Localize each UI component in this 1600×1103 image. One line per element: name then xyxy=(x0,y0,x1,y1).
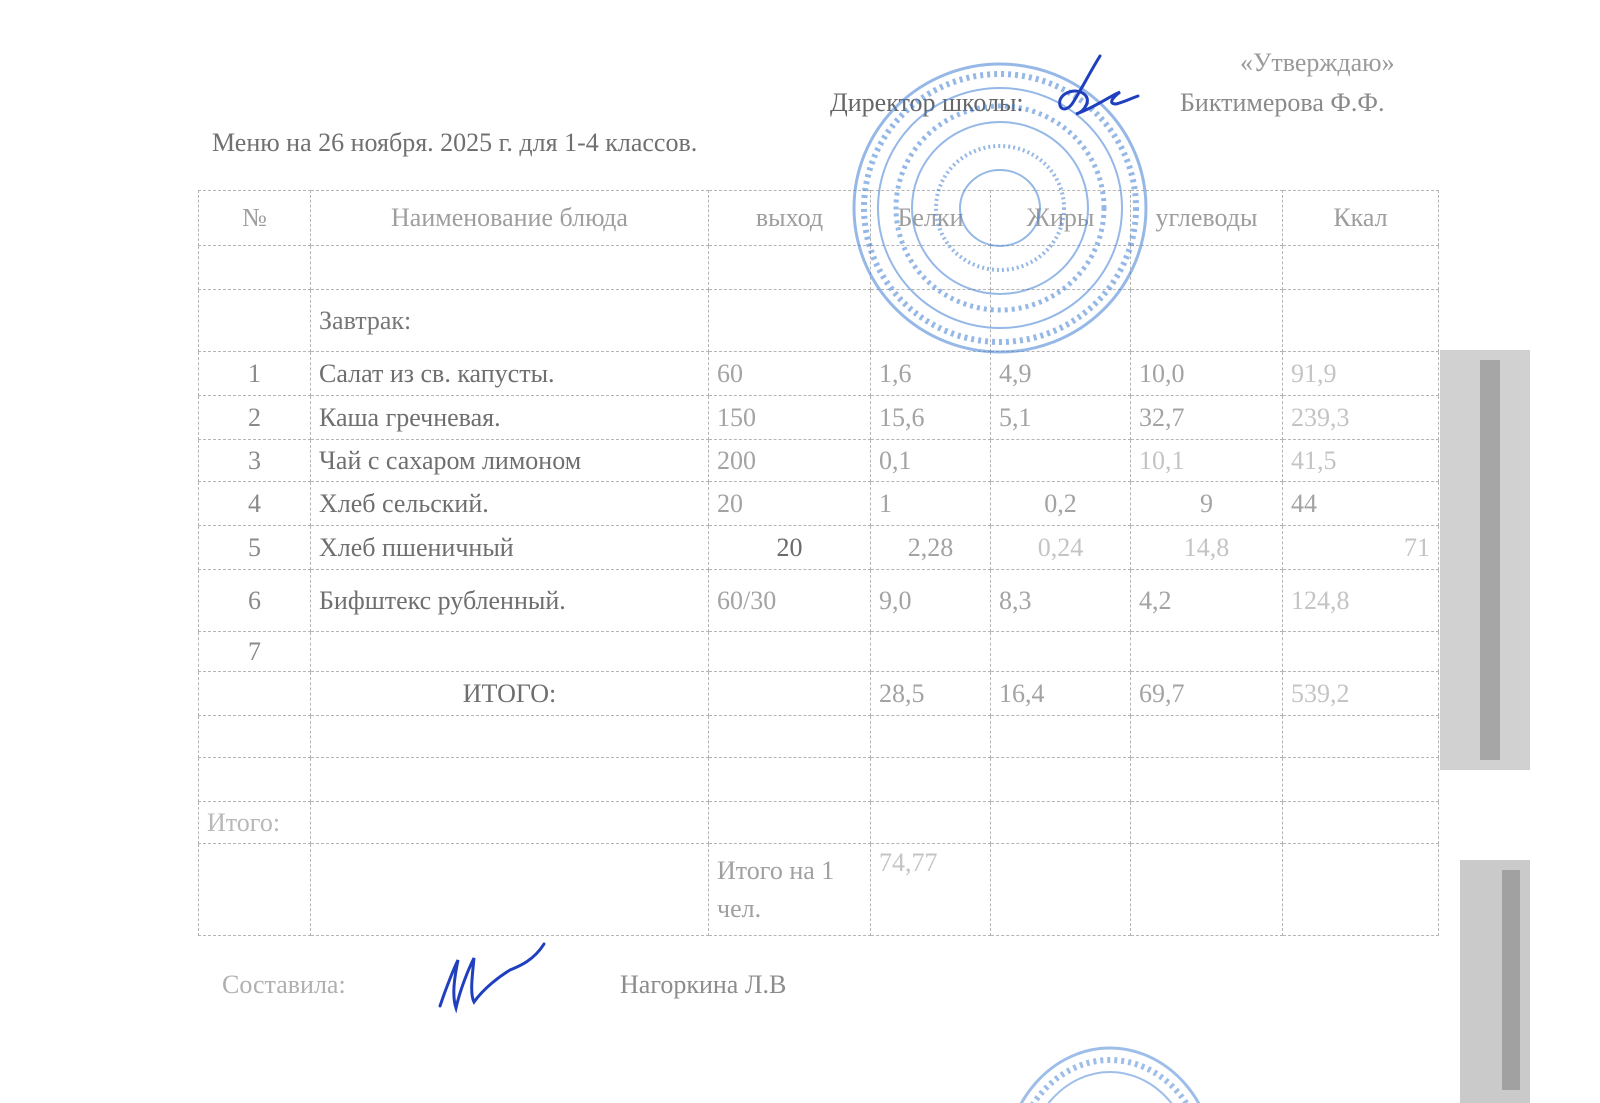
empty-cell xyxy=(1283,758,1439,802)
empty-cell xyxy=(1283,802,1439,844)
dish-carbs: 10,1 xyxy=(1131,440,1283,482)
dish-protein: 1,6 xyxy=(871,352,991,396)
table-row xyxy=(199,632,1439,672)
empty-cell xyxy=(199,672,311,716)
meal-row xyxy=(199,290,1439,352)
empty-cell xyxy=(311,802,709,844)
empty-cell xyxy=(199,290,311,352)
empty-cell xyxy=(1283,716,1439,758)
dish-fat: 0,24 xyxy=(991,526,1131,570)
dish-kcal xyxy=(1283,632,1439,672)
empty-cell xyxy=(311,758,709,802)
empty-cell xyxy=(709,758,871,802)
empty-cell xyxy=(199,758,311,802)
empty-cell xyxy=(991,802,1131,844)
dish-protein: 9,0 xyxy=(871,570,991,632)
director-name: Биктимерова Ф.Ф. xyxy=(1180,88,1385,117)
empty-cell xyxy=(1131,844,1283,936)
empty-cell xyxy=(311,246,709,290)
menu-table xyxy=(198,190,1439,936)
empty-cell xyxy=(311,716,709,758)
dish-fat: 5,1 xyxy=(991,396,1131,440)
table-row xyxy=(199,570,1439,632)
empty-cell xyxy=(1131,802,1283,844)
summary-row xyxy=(199,802,1439,844)
table-header-row xyxy=(199,191,1439,246)
director-label: Директор школы: xyxy=(830,88,1024,117)
approval-title: «Утверждаю» xyxy=(1240,48,1395,77)
dish-carbs xyxy=(1131,632,1283,672)
dish-output: 150 xyxy=(709,396,871,440)
per-person-label: Итого на 1 чел. xyxy=(709,844,871,936)
table-row xyxy=(199,482,1439,526)
table-row xyxy=(199,352,1439,396)
director-signature xyxy=(1050,52,1140,122)
empty-cell xyxy=(199,844,311,936)
dish-fat: 8,3 xyxy=(991,570,1131,632)
column-header-output: выход xyxy=(709,191,871,246)
dish-carbs: 9 xyxy=(1131,482,1283,526)
dish-name: Хлеб сельский. xyxy=(311,482,709,526)
column-header-dish: Наименование блюда xyxy=(311,191,709,246)
total-protein: 28,5 xyxy=(871,672,991,716)
empty-cell xyxy=(1131,246,1283,290)
dish-name: Хлеб пшеничный xyxy=(311,526,709,570)
dish-output: 60/30 xyxy=(709,570,871,632)
dish-kcal: 71 xyxy=(1283,526,1439,570)
dish-name: Каша гречневая. xyxy=(311,396,709,440)
summary-label: Итого: xyxy=(199,802,311,844)
empty-cell xyxy=(1283,246,1439,290)
empty-cell xyxy=(871,802,991,844)
dish-kcal: 44 xyxy=(1283,482,1439,526)
empty-cell xyxy=(709,246,871,290)
column-header-fat: Жиры xyxy=(991,191,1131,246)
dish-protein: 15,6 xyxy=(871,396,991,440)
total-row xyxy=(199,672,1439,716)
column-header-carbs: углеводы xyxy=(1131,191,1283,246)
compiled-by-label: Составила: xyxy=(222,970,346,999)
empty-cell xyxy=(991,758,1131,802)
dish-name: Салат из св. капусты. xyxy=(311,352,709,396)
table-row xyxy=(199,396,1439,440)
scan-artifact xyxy=(1440,300,1530,1103)
empty-cell xyxy=(1131,758,1283,802)
empty-cell xyxy=(871,716,991,758)
table-row-empty xyxy=(199,246,1439,290)
empty-cell xyxy=(199,246,311,290)
dish-protein: 1 xyxy=(871,482,991,526)
total-label: ИТОГО: xyxy=(311,672,709,716)
column-header-protein: Белки xyxy=(871,191,991,246)
table-row xyxy=(199,526,1439,570)
column-header-kcal: Ккал xyxy=(1283,191,1439,246)
dish-carbs: 32,7 xyxy=(1131,396,1283,440)
table-row-empty xyxy=(199,716,1439,758)
menu-title: Меню на 26 ноября. 2025 г. для 1-4 классов. xyxy=(212,128,698,157)
dish-fat xyxy=(991,440,1131,482)
partial-stamp xyxy=(1000,1040,1220,1103)
dish-name: Чай с сахаром лимоном xyxy=(311,440,709,482)
dish-kcal: 239,3 xyxy=(1283,396,1439,440)
empty-cell xyxy=(709,290,871,352)
dish-output: 60 xyxy=(709,352,871,396)
table-row-empty xyxy=(199,758,1439,802)
row-number: 5 xyxy=(199,526,311,570)
row-number: 4 xyxy=(199,482,311,526)
empty-cell xyxy=(709,672,871,716)
row-number: 7 xyxy=(199,632,311,672)
compiler-signature xyxy=(430,940,550,1015)
total-kcal: 539,2 xyxy=(1283,672,1439,716)
dish-output: 200 xyxy=(709,440,871,482)
table-row xyxy=(199,440,1439,482)
total-carbs: 69,7 xyxy=(1131,672,1283,716)
empty-cell xyxy=(1131,290,1283,352)
dish-output: 20 xyxy=(709,526,871,570)
row-number: 6 xyxy=(199,570,311,632)
dish-fat xyxy=(991,632,1131,672)
dish-carbs: 10,0 xyxy=(1131,352,1283,396)
per-person-row xyxy=(199,844,1439,936)
empty-cell xyxy=(709,802,871,844)
dish-protein: 0,1 xyxy=(871,440,991,482)
dish-kcal: 41,5 xyxy=(1283,440,1439,482)
compiler-name: Нагоркина Л.В xyxy=(620,970,787,999)
dish-protein xyxy=(871,632,991,672)
empty-cell xyxy=(709,716,871,758)
empty-cell xyxy=(871,758,991,802)
empty-cell xyxy=(1131,716,1283,758)
empty-cell xyxy=(991,844,1131,936)
dish-name xyxy=(311,632,709,672)
dish-name: Бифштекс рубленный. xyxy=(311,570,709,632)
dish-fat: 0,2 xyxy=(991,482,1131,526)
dish-carbs: 4,2 xyxy=(1131,570,1283,632)
per-person-value: 74,77 xyxy=(871,844,991,936)
row-number: 2 xyxy=(199,396,311,440)
row-number: 3 xyxy=(199,440,311,482)
empty-cell xyxy=(1283,290,1439,352)
dish-fat: 4,9 xyxy=(991,352,1131,396)
dish-output: 20 xyxy=(709,482,871,526)
empty-cell xyxy=(311,844,709,936)
dish-protein: 2,28 xyxy=(871,526,991,570)
dish-kcal: 91,9 xyxy=(1283,352,1439,396)
empty-cell xyxy=(1283,844,1439,936)
total-fat: 16,4 xyxy=(991,672,1131,716)
meal-label: Завтрак: xyxy=(311,290,709,352)
column-header-number: № xyxy=(199,191,311,246)
dish-carbs: 14,8 xyxy=(1131,526,1283,570)
empty-cell xyxy=(991,716,1131,758)
dish-output xyxy=(709,632,871,672)
empty-cell xyxy=(199,716,311,758)
dish-kcal: 124,8 xyxy=(1283,570,1439,632)
row-number: 1 xyxy=(199,352,311,396)
